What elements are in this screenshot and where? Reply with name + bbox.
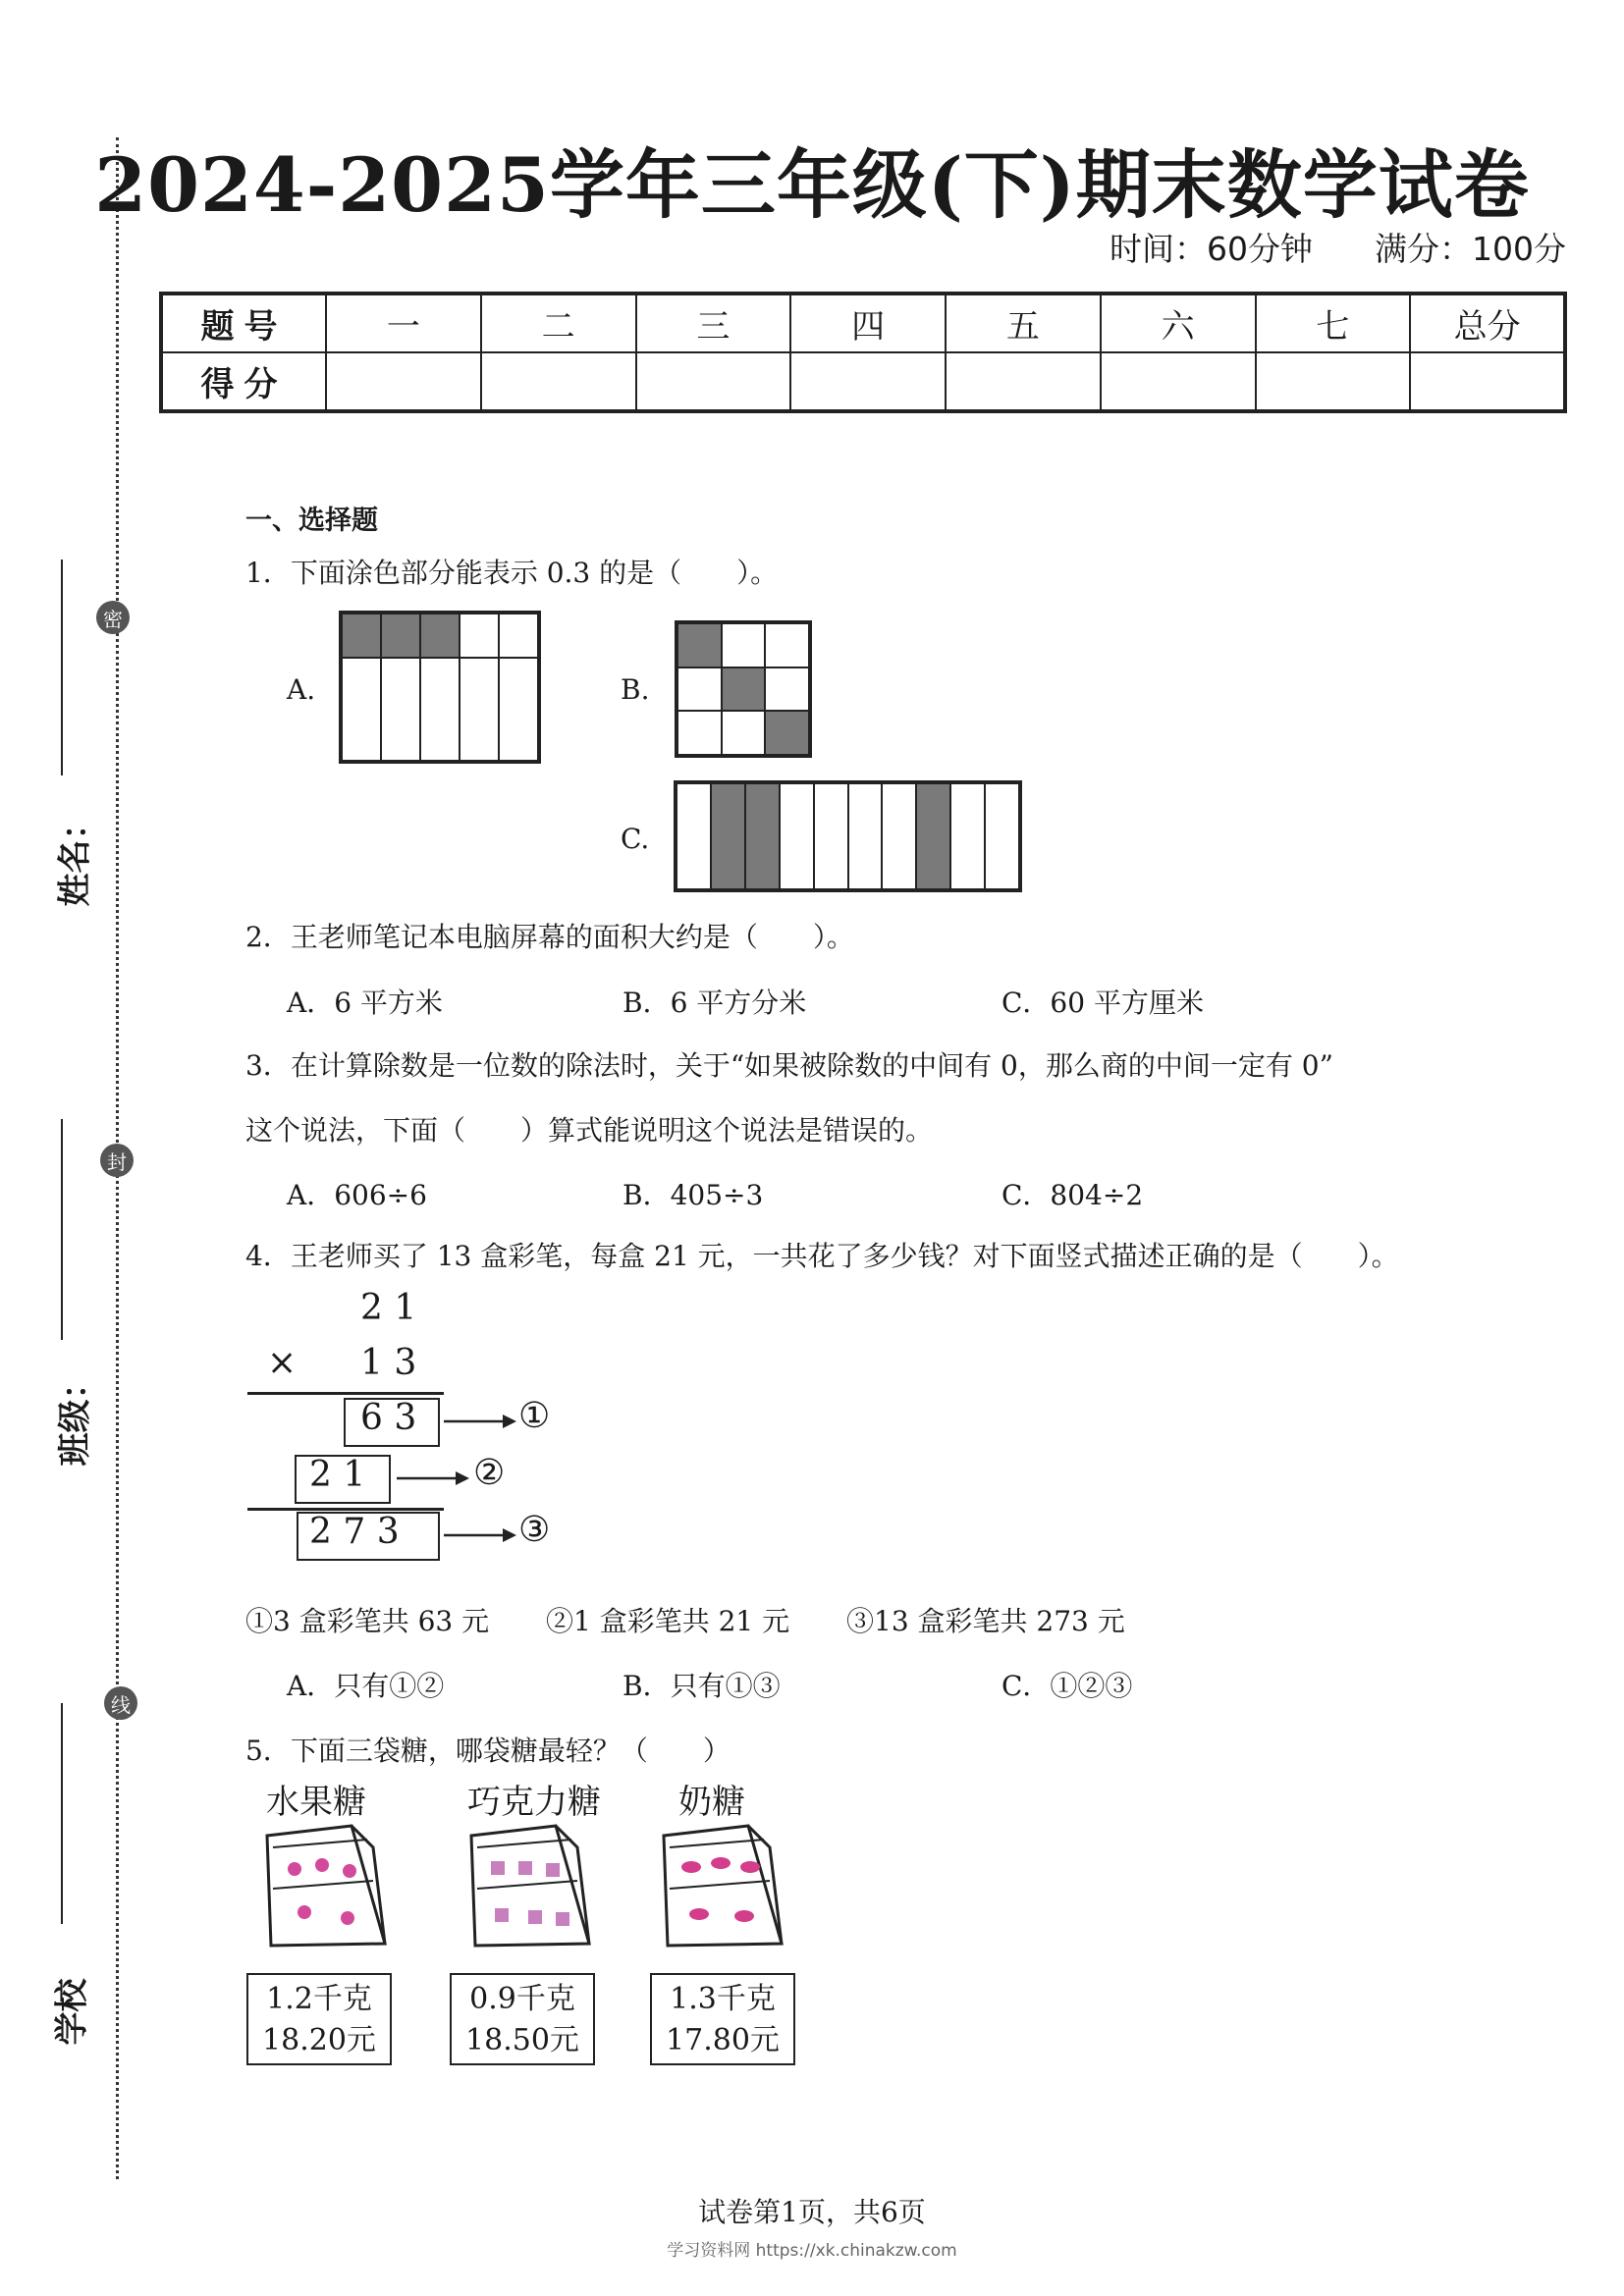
score-col-2: 二 xyxy=(481,294,636,352)
q4-arrow-1 xyxy=(442,1410,516,1433)
bag-2-label-box xyxy=(450,1973,595,2065)
figC-cell xyxy=(950,783,985,889)
bag-1-weight: 1.2千克 xyxy=(266,1982,372,2016)
q4-statement-2: ②1 盒彩笔共 21 元 xyxy=(546,1605,790,1637)
figA-cell xyxy=(342,658,381,761)
q2-text: 2．王老师笔记本电脑屏幕的面积大约是（ ）。 xyxy=(245,921,854,953)
class-label: 班级： xyxy=(55,1365,95,1467)
figB-cell xyxy=(722,667,766,712)
q4-option-a[interactable]: A．只有①② xyxy=(287,1670,445,1702)
q1-option-c-label: C. xyxy=(621,823,650,855)
bag-3-name: 奶糖 xyxy=(678,1783,745,1822)
q3-option-a[interactable]: A．606÷6 xyxy=(287,1179,427,1211)
figC-cell xyxy=(814,783,848,889)
figC-cell xyxy=(745,783,780,889)
q1-figure-a xyxy=(339,611,541,764)
figC-cell xyxy=(780,783,814,889)
bag-3-label-box xyxy=(650,1973,795,2065)
figC-cell xyxy=(916,783,950,889)
q4-arrow-2 xyxy=(395,1467,469,1490)
figA-cell xyxy=(499,614,538,658)
q4-text: 4．王老师买了 13 盒彩笔，每盒 21 元，一共花了多少钱？对下面竖式描述正确的是（ ）。 xyxy=(245,1240,1399,1272)
bag-2-price: 18.50元 xyxy=(465,2023,579,2057)
score-col-7: 七 xyxy=(1256,294,1411,352)
figB-cell xyxy=(677,623,722,667)
q3-text-line1: 3．在计算除数是一位数的除法时，关于“如果被除数的中间有 0，那么商的中间一定有 0” xyxy=(245,1049,1333,1082)
figA-cell xyxy=(342,614,381,658)
figA-cell xyxy=(420,658,460,761)
figA-cell xyxy=(460,658,499,761)
bag-3-weight: 1.3千克 xyxy=(670,1982,776,2016)
q1-figure-c xyxy=(674,780,1022,892)
exam-time: 时间：60分钟 xyxy=(1110,230,1313,268)
page-title: 2024-2025学年三年级(下)期末数学试卷 xyxy=(94,141,1530,229)
figC-cell xyxy=(985,783,1019,889)
class-blank-line xyxy=(61,1119,63,1340)
score-col-6: 六 xyxy=(1101,294,1256,352)
figA-cell xyxy=(460,614,499,658)
figC-cell xyxy=(882,783,916,889)
school-label: 学校 xyxy=(52,1978,92,2046)
bag-1-name: 水果糖 xyxy=(266,1783,366,1822)
score-table xyxy=(159,292,1567,413)
q2-option-b[interactable]: B．6 平方分米 xyxy=(623,987,807,1019)
q3-text-line2: 这个说法，下面（ ）算式能说明这个说法是错误的。 xyxy=(245,1114,934,1147)
figC-cell xyxy=(711,783,745,889)
page-number: 试卷第1页，共6页 xyxy=(698,2196,926,2228)
q4-multiplicand: 2 1 xyxy=(360,1288,417,1328)
figB-cell xyxy=(677,667,722,712)
q2-option-a[interactable]: A．6 平方米 xyxy=(287,987,443,1019)
q4-option-b[interactable]: B．只有①③ xyxy=(623,1670,781,1702)
q4-times-sign: × xyxy=(267,1343,298,1383)
figA-cell xyxy=(381,614,420,658)
bag-2-name: 巧克力糖 xyxy=(467,1783,601,1822)
q4-option-c[interactable]: C．①②③ xyxy=(1001,1670,1133,1702)
q4-marker-2: ② xyxy=(473,1453,506,1493)
score-cell-4[interactable] xyxy=(790,352,946,411)
q2-option-c[interactable]: C．60 平方厘米 xyxy=(1001,987,1204,1019)
q1-option-a-label: A. xyxy=(287,673,316,706)
score-col-4: 四 xyxy=(790,294,946,352)
bag-1-candy-bag-icon xyxy=(257,1818,395,1950)
score-col-total: 总分 xyxy=(1410,294,1565,352)
q4-total: 2 7 3 xyxy=(309,1512,400,1552)
bag-3-price: 17.80元 xyxy=(666,2023,780,2057)
q4-multiplier: 1 3 xyxy=(360,1343,417,1383)
score-col-3: 三 xyxy=(636,294,791,352)
q4-rule-2 xyxy=(247,1508,444,1511)
bag-1-price: 18.20元 xyxy=(262,2023,376,2057)
q4-marker-1: ① xyxy=(518,1396,551,1436)
bag-2-candy-bag-icon xyxy=(461,1818,599,1950)
figA-cell xyxy=(420,614,460,658)
figB-cell xyxy=(765,623,809,667)
full-score: 满分：100分 xyxy=(1375,230,1566,268)
figA-cell xyxy=(381,658,420,761)
q5-text: 5．下面三袋糖，哪袋糖最轻？（ ） xyxy=(245,1735,731,1767)
bag-2-weight: 0.9千克 xyxy=(469,1982,575,2016)
bag-1-label-box xyxy=(246,1973,392,2065)
score-cell-3[interactable] xyxy=(636,352,791,411)
q4-rule-1 xyxy=(247,1392,444,1395)
seal-mi: 密 xyxy=(96,601,130,634)
score-cell-2[interactable] xyxy=(481,352,636,411)
q1-figure-b xyxy=(675,620,812,758)
score-col-5: 五 xyxy=(946,294,1101,352)
score-table-header-row xyxy=(161,294,1565,352)
figC-cell xyxy=(848,783,883,889)
score-cell-7[interactable] xyxy=(1256,352,1411,411)
figA-cell xyxy=(499,658,538,761)
name-blank-line xyxy=(61,560,63,775)
school-blank-line xyxy=(61,1703,63,1924)
figB-cell xyxy=(722,623,766,667)
section-title: 一、选择题 xyxy=(245,506,378,536)
q4-partial-1: 6 3 xyxy=(360,1398,417,1438)
bag-3-candy-bag-icon xyxy=(654,1818,791,1950)
name-label: 姓名： xyxy=(55,806,95,907)
figB-cell xyxy=(765,711,809,755)
figB-cell xyxy=(765,667,809,712)
q4-marker-3: ③ xyxy=(518,1510,551,1550)
q1-option-b-label: B. xyxy=(621,673,650,706)
score-cell-6[interactable] xyxy=(1101,352,1256,411)
site-watermark: 学习资料网 https://xk.chinakzw.com xyxy=(667,2241,957,2261)
figC-cell xyxy=(677,783,711,889)
figB-cell xyxy=(722,711,766,755)
score-cell-1[interactable] xyxy=(326,352,481,411)
q3-option-b[interactable]: B．405÷3 xyxy=(623,1179,764,1211)
score-table-score-row xyxy=(161,352,1565,411)
q4-statement-1: ①3 盒彩笔共 63 元 xyxy=(245,1605,490,1637)
score-col-1: 一 xyxy=(326,294,481,352)
figB-cell xyxy=(677,711,722,755)
score-cell-5[interactable] xyxy=(946,352,1101,411)
q3-option-c[interactable]: C．804÷2 xyxy=(1001,1179,1144,1211)
score-table-row1-label: 题号 xyxy=(161,294,326,352)
q1-text: 1．下面涂色部分能表示 0.3 的是（ ）。 xyxy=(245,557,779,589)
seal-xian: 线 xyxy=(104,1686,137,1720)
score-cell-total[interactable] xyxy=(1410,352,1565,411)
seal-feng: 封 xyxy=(100,1144,134,1177)
q4-arrow-3 xyxy=(442,1523,516,1547)
score-table-row2-label: 得分 xyxy=(161,352,326,411)
q4-statement-3: ③13 盒彩笔共 273 元 xyxy=(846,1605,1125,1637)
q4-partial-2: 2 1 xyxy=(309,1455,366,1495)
